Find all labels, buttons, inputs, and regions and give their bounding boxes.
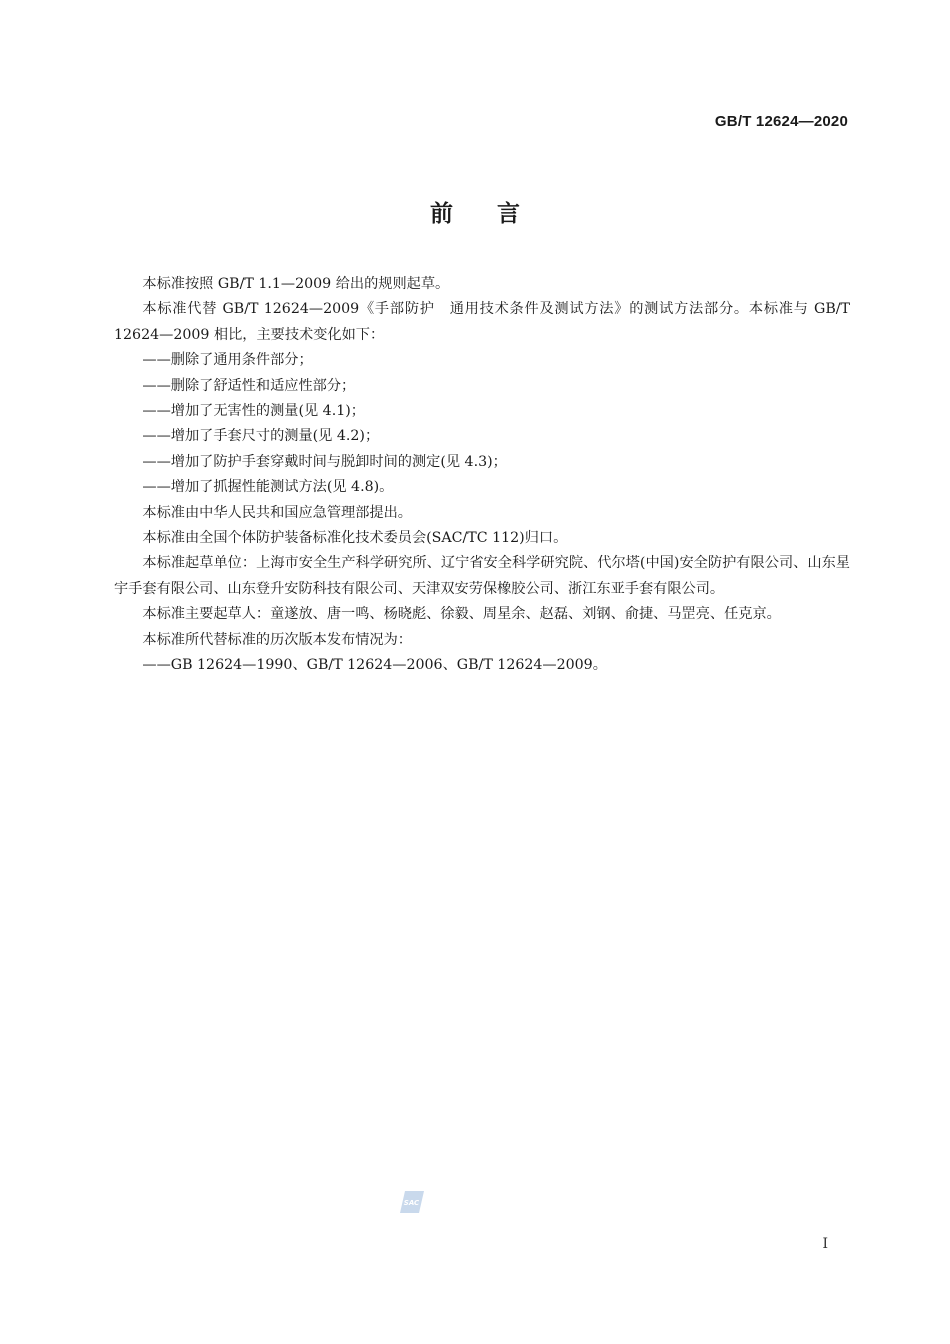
change-item: ——删除了通用条件部分； xyxy=(142,352,313,369)
change-item: ——增加了抓握性能测试方法(见 4.8)。 xyxy=(142,479,394,496)
paragraph-drafting-rules: 本标准按照 GB/T 1.1—2009 给出的规则起草。 xyxy=(142,276,450,292)
paragraph-replacement: 本标准代替 GB/T 12624—2009《手部防护 通用技术条件及测试方法》的测试方法部分。本标准与 GB/T 12624—2009 相比，主要技术变化如下： xyxy=(114,301,850,343)
paragraph-history-list: ——GB 12624—1990、GB/T 12624—2006、GB/T 12624—2009。 xyxy=(142,657,607,674)
paragraph-drafters: 本标准主要起草人：童遂放、唐一鸣、杨晓彪、徐毅、周星余、赵磊、刘钢、俞捷、马罡亮、任克京。 xyxy=(142,606,781,623)
page-title: 前言 xyxy=(430,201,564,227)
paragraph-committee: 本标准由全国个体防护装备标准化技术委员会(SAC/TC 112)归口。 xyxy=(142,530,568,547)
page-number: I xyxy=(822,1236,828,1252)
change-item: ——增加了无害性的测量(见 4.1)； xyxy=(142,403,365,420)
sac-logo-icon xyxy=(399,1190,425,1214)
paragraph-proposer: 本标准由中华人民共和国应急管理部提出。 xyxy=(142,504,412,521)
standard-code-header: GB/T 12624—2020 xyxy=(714,113,848,130)
paragraph-drafting-units: 本标准起草单位：上海市安全生产科学研究所、辽宁省安全科学研究院、代尔塔(中国)安全防护有限公司、山东星宇手套有限公司、山东登升安防科技有限公司、天津双安劳保橡胶公司、浙江东亚手套有限公司。 xyxy=(114,555,850,597)
change-item: ——删除了舒适性和适应性部分； xyxy=(142,377,356,394)
paragraph-history-intro: 本标准所代替标准的历次版本发布情况为： xyxy=(142,631,412,648)
svg-text:SAC: SAC xyxy=(403,1199,420,1207)
foreword-body xyxy=(114,272,850,679)
change-item: ——增加了防护手套穿戴时间与脱卸时间的测定(见 4.3)； xyxy=(142,453,507,470)
change-item: ——增加了手套尺寸的测量(见 4.2)； xyxy=(142,428,380,445)
